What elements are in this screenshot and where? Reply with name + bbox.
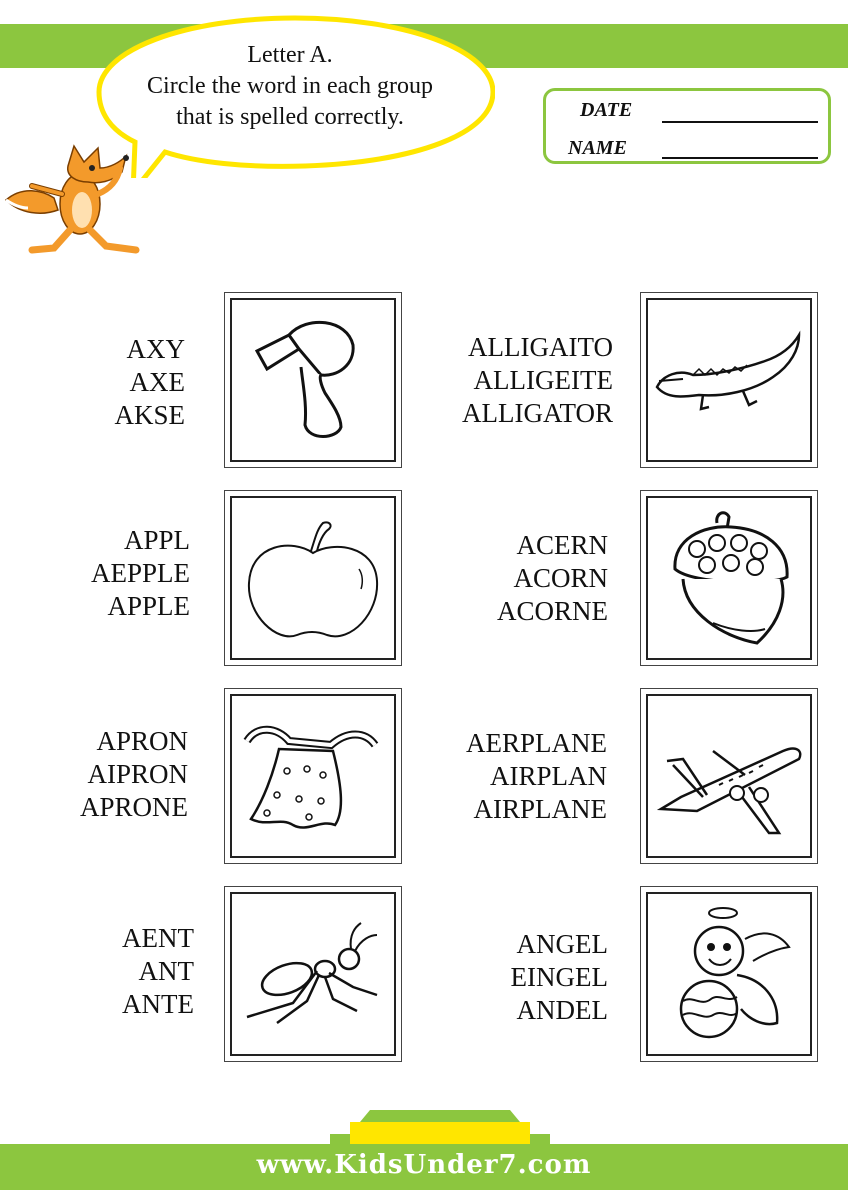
date-name-box: [543, 88, 831, 164]
alligator-icon: [653, 305, 805, 455]
word-option[interactable]: ALLIGEITE: [473, 365, 613, 395]
apple-icon: [237, 503, 389, 653]
word-group-apron: [80, 725, 188, 824]
fox-mascot-icon: [2, 138, 152, 258]
picture-frame: [640, 886, 818, 1062]
picture-frame: [224, 886, 402, 1062]
word-option[interactable]: ALLIGATOR: [462, 398, 613, 428]
word-option[interactable]: AIRPLAN: [489, 761, 607, 791]
date-label: DATE: [580, 99, 633, 121]
instruction-line-1: Letter A.: [247, 42, 333, 68]
acorn-icon: [653, 503, 805, 653]
word-option[interactable]: AIPRON: [87, 759, 188, 789]
date-field[interactable]: [662, 121, 818, 123]
word-option[interactable]: APPL: [123, 525, 190, 555]
word-option[interactable]: AEPPLE: [90, 558, 190, 588]
word-group-acorn: [497, 529, 608, 628]
word-group-alligator: [462, 331, 613, 430]
word-option[interactable]: APRON: [96, 726, 188, 756]
picture-frame: [640, 292, 818, 468]
instruction-text: [110, 40, 470, 133]
word-option[interactable]: AXY: [126, 334, 185, 364]
instruction-line-3: that is spelled correctly.: [176, 104, 404, 130]
word-option[interactable]: ANT: [138, 956, 194, 986]
word-group-axe: [114, 333, 185, 432]
name-field[interactable]: [662, 157, 818, 159]
picture-frame: [224, 688, 402, 864]
footer-site-link[interactable]: www.KidsUnder7.com: [256, 1150, 592, 1180]
word-option[interactable]: ACORN: [513, 563, 608, 593]
word-group-angel: [511, 928, 608, 1027]
word-option[interactable]: APPLE: [107, 591, 190, 621]
word-option[interactable]: ANGEL: [516, 929, 608, 959]
word-option[interactable]: AKSE: [114, 400, 185, 430]
picture-frame: [640, 688, 818, 864]
word-group-ant: [122, 922, 194, 1021]
apron-icon: [237, 701, 389, 851]
word-option[interactable]: ACERN: [516, 530, 608, 560]
word-option[interactable]: ACORNE: [496, 596, 608, 626]
picture-frame: [224, 292, 402, 468]
name-label: NAME: [568, 137, 627, 159]
word-option[interactable]: AIRPLANE: [473, 794, 607, 824]
instruction-line-2: Circle the word in each group: [147, 73, 433, 99]
word-option[interactable]: EINGEL: [510, 962, 608, 992]
word-group-apple: [91, 524, 190, 623]
word-option[interactable]: AENT: [122, 923, 194, 953]
word-option[interactable]: AERPLANE: [466, 728, 607, 758]
picture-frame: [640, 490, 818, 666]
word-option[interactable]: AXE: [129, 367, 185, 397]
word-option[interactable]: ALLIGAITO: [468, 332, 613, 362]
word-option[interactable]: ANDEL: [516, 995, 608, 1025]
word-option[interactable]: ANTE: [122, 989, 194, 1019]
picture-frame: [224, 490, 402, 666]
word-group-airplane: [466, 727, 607, 826]
airplane-icon: [653, 701, 805, 851]
word-option[interactable]: APRONE: [79, 792, 188, 822]
axe-icon: [237, 305, 389, 455]
ant-icon: [237, 899, 389, 1049]
angel-icon: [653, 899, 805, 1049]
